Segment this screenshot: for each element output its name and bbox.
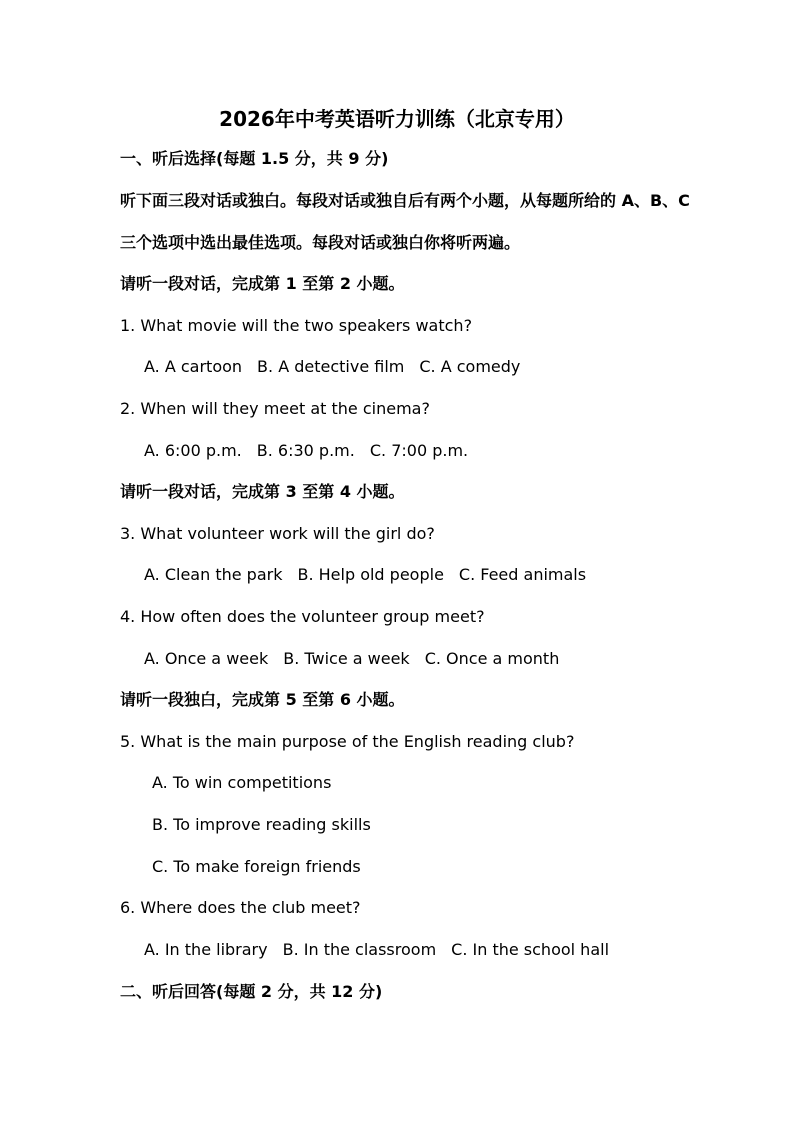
option-c: C. 7:00 p.m. <box>369 441 469 460</box>
question-5: 5. What is the main purpose of the English reading club? <box>120 732 575 751</box>
option-a: A. In the library <box>144 940 268 959</box>
option-a: A. Clean the park <box>144 565 283 584</box>
option-b: B. In the classroom <box>282 940 437 959</box>
question-6-options <box>144 939 609 961</box>
option-b: B. Help old people <box>297 565 444 584</box>
question-5-option-b: B. To improve reading skills <box>152 815 371 834</box>
question-2: 2. When will they meet at the cinema? <box>120 399 430 418</box>
page-title: 2026年中考英语听力训练（北京专用） <box>219 107 575 131</box>
question-4-options <box>144 648 559 670</box>
question-3: 3. What volunteer work will the girl do? <box>120 524 435 543</box>
question-1-options <box>144 356 520 378</box>
section-1-instructions-line-2: 三个选项中选出最佳选项。每段对话或独白你将听两遍。 <box>120 233 521 252</box>
option-c: C. Once a month <box>424 649 560 668</box>
question-2-options <box>144 440 468 462</box>
question-5-option-a: A. To win competitions <box>152 773 332 792</box>
section-2-heading: 二、听后回答(每题 2 分，共 12 分) <box>120 982 383 1001</box>
option-c: C. A comedy <box>419 357 521 376</box>
passage-1-prompt: 请听一段对话，完成第 1 至第 2 小题。 <box>120 274 405 293</box>
passage-3-prompt: 请听一段独白，完成第 5 至第 6 小题。 <box>120 690 405 709</box>
passage-2-prompt: 请听一段对话，完成第 3 至第 4 小题。 <box>120 482 405 501</box>
option-c: C. Feed animals <box>458 565 587 584</box>
question-6: 6. Where does the club meet? <box>120 898 361 917</box>
option-c: C. In the school hall <box>451 940 610 959</box>
option-b: B. A detective film <box>257 357 405 376</box>
option-a: A. A cartoon <box>144 357 243 376</box>
question-4: 4. How often does the volunteer group meet? <box>120 607 485 626</box>
question-1: 1. What movie will the two speakers watch? <box>120 316 473 335</box>
question-5-option-c: C. To make foreign friends <box>152 857 361 876</box>
option-b: B. 6:30 p.m. <box>256 441 355 460</box>
option-a: A. Once a week <box>144 649 269 668</box>
section-1-heading: 一、听后选择(每题 1.5 分，共 9 分) <box>120 149 389 168</box>
section-1-instructions-line-1: 听下面三段对话或独白。每段对话或独自后有两个小题，从每题所给的 A、B、C <box>120 191 690 210</box>
question-3-options <box>144 564 586 586</box>
option-a: A. 6:00 p.m. <box>144 441 242 460</box>
option-b: B. Twice a week <box>283 649 410 668</box>
